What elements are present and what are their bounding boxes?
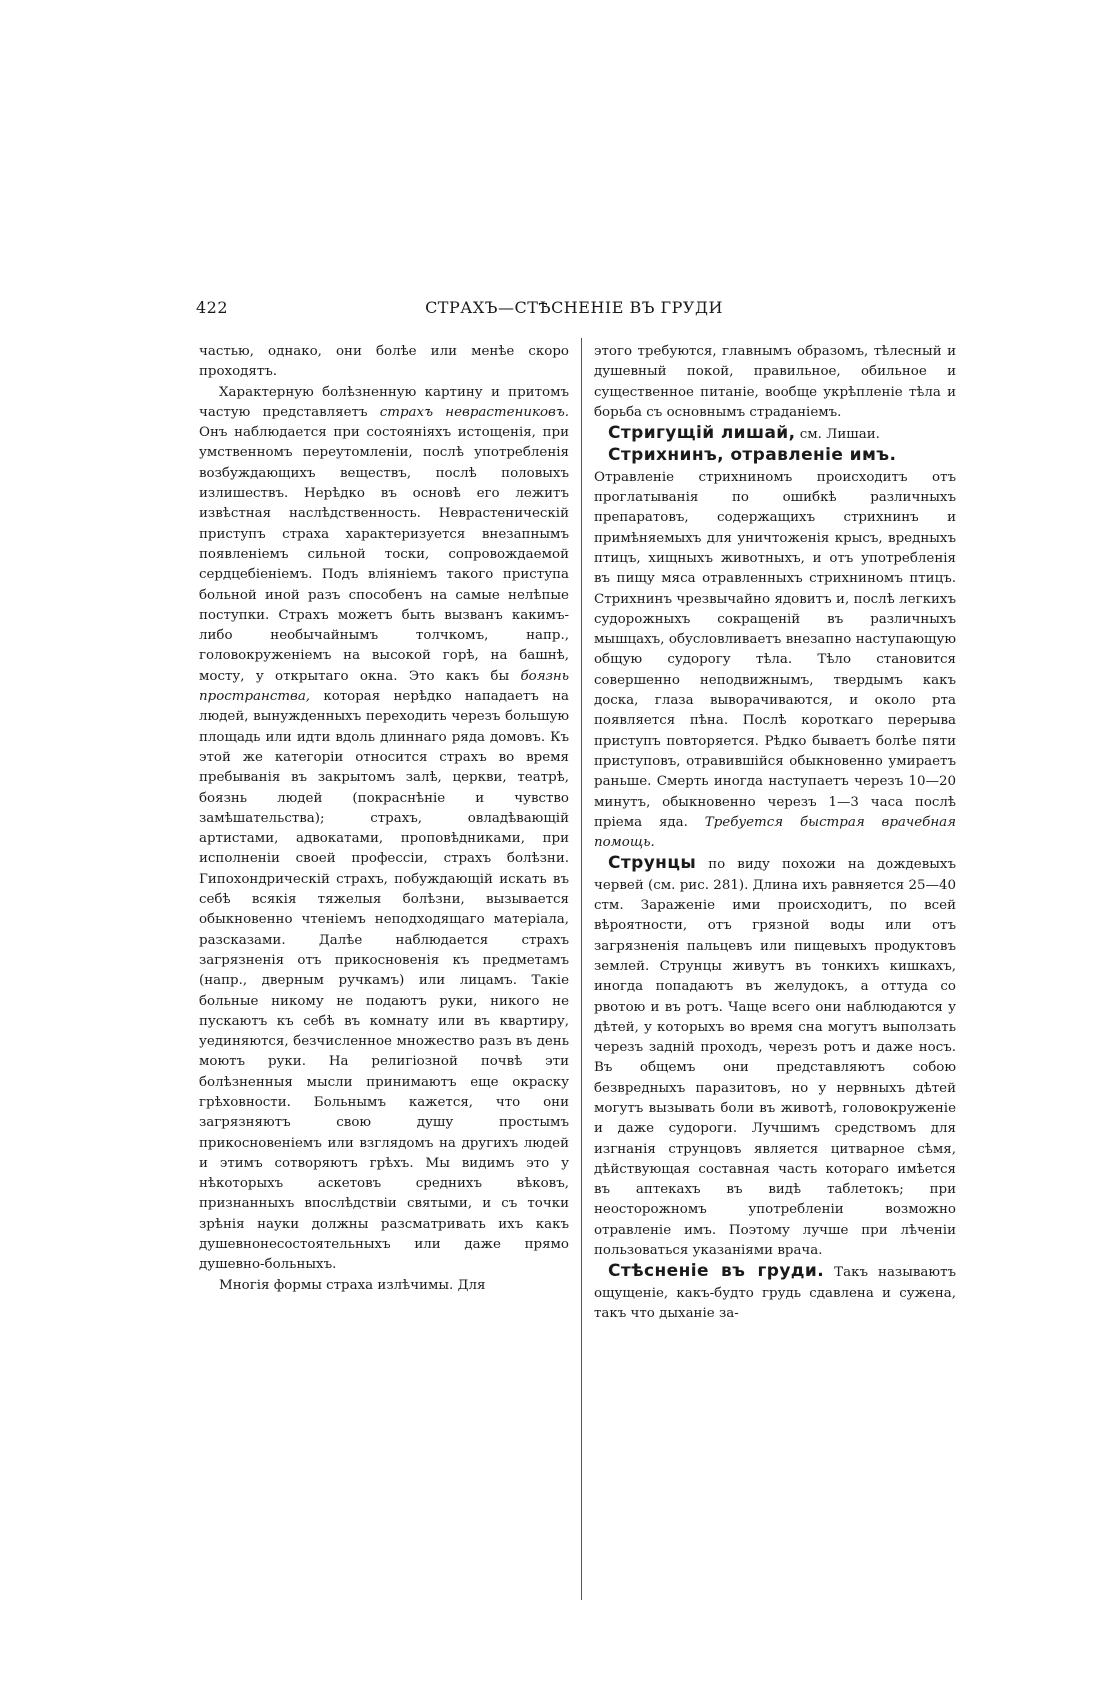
emphasis-term: страхъ неврастениковъ. [379,404,569,420]
emphasis-term: боязнь пространства, [199,668,569,705]
paragraph-neurasthenic-fear [199,383,569,1276]
entry-headword: Стѣсненіе въ груди. [608,1261,825,1282]
entry-headword: Стрихнинъ, отравленіе имъ. [608,445,897,466]
entry-text: см. Лишаи. [795,427,880,443]
entry-text: Такъ называютъ ощущеніе, какъ-будто грудь сдавлена и сужена, такъ что дыханіе за- [594,1265,956,1321]
paragraph-treatment: Многія формы страха излѣчимы. Для [219,1277,486,1293]
paragraph-continuation: частью, однако, они болѣе или менѣе скоро проходятъ. [199,344,569,380]
entry-strychnine-text [594,468,956,854]
entry-headword: Струнцы [608,853,697,874]
column-divider [581,338,582,1600]
text-run: Характерную болѣзненную картину и притомъ частую представляетъ [199,384,569,420]
paragraph-continuation: этого требуются, главнымъ образомъ, тѣлесный и душевный покой, правильное, обильное и существенное питаніе, вообще укрѣпленіе тѣла и борьба съ основнымъ страданіемъ. [594,344,956,420]
text-run: которая нерѣдко нападаетъ на людей, вынужденныхъ переходить черезъ большую площадь или идти вдоль длиннаго ряда домовъ. Къ этой же категоріи относится страхъ во время пребыванія въ закрытомъ залѣ, церкви, театрѣ, боязнь людей (покраснѣніе и чувство замѣшательства); страхъ, овладѣвающій артистами, адвокатами, проповѣдниками, при исполненіи своей профессіи, страхъ болѣзни. Гипохондрическій страхъ, побуждающій искать въ себѣ всякія тяжелыя болѣзни, вызывается обыкновенно чтеніемъ неподходящаго матеріала, разсказами. Далѣе наблюдается страхъ загрязненія отъ прикосновенія къ предметамъ (напр., дверным ручкамъ) или лицамъ. Такіе больные никому не подаютъ руки, никого не пускаютъ къ себѣ въ комнату или въ квартиру, уединяются, безчисленное множество разъ въ день моютъ руки. На религіозной почвѣ эти болѣзненныя мысли принимаютъ еще окраску грѣховности. Больнымъ кажется, что они загрязняютъ свою душу простымъ прикосновеніемъ или взглядомъ на другихъ людей и этимъ сотворяютъ грѣхъ. Мы видимъ это у нѣкоторыхъ аскетовъ среднихъ вѣковъ, признанныхъ впослѣдствіи святыми, и съ точки зрѣнія науки должны разсматривать ихъ какъ душевнонесостоятельныхъ или даже прямо душевно-больныхъ. [199,689,569,1273]
text-run: Онъ наблюдается при состояніяхъ истощенія, при умственномъ переутомленіи, послѣ употребленія возбуждающихъ веществъ, послѣ половыхъ излишествъ. Нерѣдко въ основѣ его лежитъ извѣстная наслѣдственность. Неврастеническій приступъ страха характеризуется внезапнымъ появленіемъ сильной тоски, сопровождаемой сердцебіеніемъ. Подъ вліяніемъ такого приступа больной иной разъ способенъ на самые нелѣпые поступки. Страхъ можетъ быть вызванъ какимъ-либо необычайнымъ толчкомъ, напр., головокруженіемъ на высокой горѣ, на башнѣ, мосту, у открытаго окна. Это какъ бы [199,425,569,684]
entry-text: по виду похожи на дождевыхъ червей (см. рис. 281). Длина ихъ равняется 25—40 стм. Зараженіе ими происходитъ, по всей вѣроятности, отъ грязной воды или отъ загрязненія пальцевъ или пищевыхъ продуктовъ землей. Струнцы живутъ въ тонкихъ кишкахъ, иногда попадаютъ въ желудокъ, а оттуда со рвотою и въ ротъ. Чаще всего они наблюдаются у дѣтей, у которыхъ во время сна могутъ выползать черезъ задній проходъ, черезъ ротъ и даже носъ. Въ общемъ они представляютъ собою безвредныхъ паразитовъ, но у нервныхъ дѣтей могутъ вызывать боли въ животѣ, головокруженіе и даже судороги. Лучшимъ средствомъ для изгнанія струнцовъ является цитварное сѣмя, дѣйствующая составная часть котораго имѣется въ аптекахъ въ видѣ таблетокъ; при неосторожномъ употребленіи возможно отравленіе имъ. Поэтому лучше при лѣченіи пользоваться указаніями врача. [594,857,956,1259]
page-header [196,298,952,324]
running-title: СТРАХЪ—СТѢСНЕНІЕ ВЪ ГРУДИ [425,298,723,317]
entry-pinworms [594,853,956,1261]
entry-ringworm [594,423,956,445]
entry-text: Отравленіе стрихниномъ происходитъ отъ проглатыванія по ошибкѣ различныхъ препаратовъ, содержащихъ стрихнинъ и примѣняемыхъ для уничтоженія крысъ, вредныхъ птицъ, хищныхъ животныхъ, и отъ употребленія въ пищу мяса отравленныхъ стрихниномъ птицъ. Стрихнинъ чрезвычайно ядовитъ и, послѣ легкихъ судорожныхъ сокращеній въ различныхъ мышцахъ, обусловливаетъ внезапно наступающую общую судорогу тѣла. Тѣло становится совершенно неподвижнымъ, твердымъ какъ доска, глаза выворачиваются, и около рта появляется пѣна. Послѣ короткаго перерыва приступъ повторяется. Рѣдко бываетъ болѣе пяти приступовъ, отравившійся обыкновенно умираетъ раньше. Смерть иногда наступаетъ черезъ 10—20 минутъ, обыкновенно черезъ 1—3 часа послѣ пріема яда. [594,469,956,830]
right-column [594,342,956,1702]
entry-headword: Стригущій лишай, [608,423,796,444]
emphasis-term: Требуется быстрая врачебная помощь. [594,814,956,851]
page-number: 422 [196,298,229,317]
entry-strychnine-heading [594,445,956,467]
left-column [199,342,569,1702]
entry-chest-tightness [594,1261,956,1324]
